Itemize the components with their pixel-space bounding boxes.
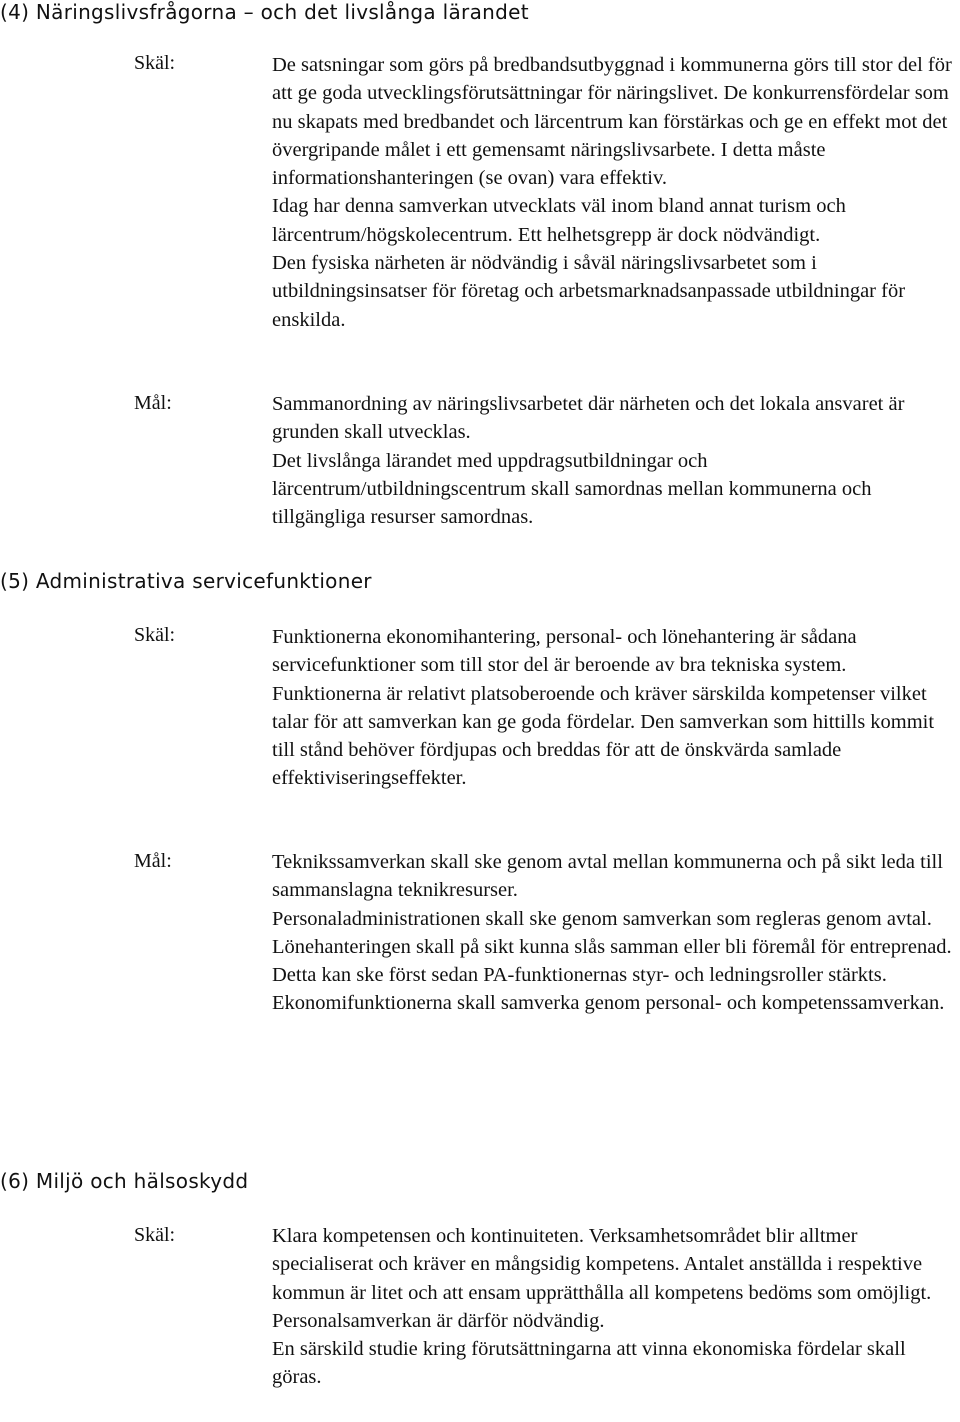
section-5-heading: (5) Administrativa servicefunktioner — [0, 569, 372, 593]
section-4-skal-label: Skäl: — [134, 52, 176, 74]
paragraph: Sammanordning av näringslivsarbetet där närheten och det lokala ansvaret är grunden skall utvecklas. — [272, 393, 905, 444]
section-6-skal-label: Skäl: — [134, 1224, 176, 1246]
paragraph: Funktionerna ekonomihantering, personal- och lönehantering är sådana servicefunktioner som till stor del är beroende av bra tekniska system. Funktionerna är relativt platsoberoende och kräver särskilda kompetenser vilket talar för att samverkan kan ge goda fördelar. Den samverkan som hittills kommit till stånd behöver fördjupas och breddas för att de önskvärda samlade effektiviseringseffekter. — [272, 626, 935, 790]
paragraph: Det livslånga lärandet med uppdragsutbildningar och lärcentrum/utbildningscentrum skall samordnas mellan kommunerna och tillgängliga resurser samordnas. — [272, 449, 872, 529]
section-6-heading: (6) Miljö och hälsoskydd — [0, 1169, 249, 1193]
section-6-skal-text — [272, 1222, 958, 1392]
section-5-skal-label: Skäl: — [134, 624, 176, 646]
section-4-mal-text — [272, 390, 958, 531]
section-4-skal-text — [272, 51, 958, 334]
section-5-mal-text — [272, 848, 958, 1018]
section-5-mal-label: Mål: — [134, 850, 172, 872]
paragraph: Den fysiska närheten är nödvändig i såväl näringslivsarbetet som i utbildningsinsatser för företag och arbetsmarknadsanpassade utbildningar för enskilda. — [272, 252, 906, 331]
paragraph: En särskild studie kring förutsättningarna att vinna ekonomiska fördelar skall göras. — [272, 1338, 906, 1389]
paragraph: Ekonomifunktionerna skall samverka genom personal- och kompetenssamverkan. — [272, 992, 945, 1015]
section-4-heading: (4) Näringslivsfrågorna – och det livslånga lärandet — [0, 0, 529, 24]
paragraph: Klara kompetensen och kontinuiteten. Verksamhetsområdet blir alltmer specialiserat och kräver en mångsidig kompetens. Antalet anställda i respektive kommun är litet och att ensam upprätthålla all kompetens bedöms som omöjligt. Personalsamverkan är därför nödvändig. — [272, 1225, 932, 1332]
paragraph: De satsningar som görs på bredbandsutbyggnad i kommunerna görs till stor del för att ge goda utvecklingsförutsättningar för näringslivet. De konkurrensfördelar som nu skapats med bredbandet och lärcentrum kan förstärkas och ge en effekt mot det övergripande målet i ett gemensamt näringslivsarbete. I detta måste informationshanteringen (se ovan) vara effektiv. — [272, 54, 952, 190]
section-4-mal-label: Mål: — [134, 392, 172, 414]
section-5-skal-text — [272, 623, 958, 793]
paragraph: Personaladministrationen skall ske genom samverkan som regleras genom avtal. — [272, 907, 932, 930]
paragraph: Teknikssamverkan skall ske genom avtal mellan kommunerna och på sikt leda till sammanslagna teknikresurser. — [272, 851, 943, 902]
paragraph: Lönehanteringen skall på sikt kunna slås samman eller bli föremål för entreprenad. Detta kan ske först sedan PA-funktionernas styr- och ledningsroller stärkts. — [272, 935, 952, 987]
paragraph: Idag har denna samverkan utvecklats väl inom bland annat turism och lärcentrum/högskolecentrum. Ett helhetsgrepp är dock nödvändigt. — [272, 195, 846, 246]
